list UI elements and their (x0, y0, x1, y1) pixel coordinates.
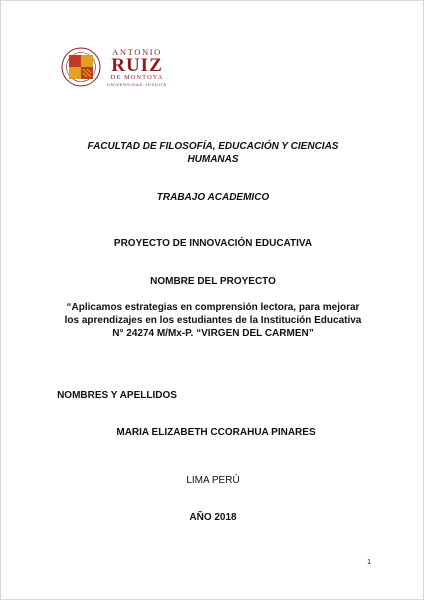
logo-main-text: RUIZ (111, 55, 163, 76)
page-number: 1 (367, 559, 371, 566)
author-name: MARIA ELIZABETH CCORAHUA PINARES (116, 427, 316, 438)
logo-university-text: UNIVERSIDAD JESUITA (107, 82, 167, 87)
project-type: PROYECTO DE INNOVACIÓN EDUCATIVA (113, 238, 313, 249)
names-label: NOMBRES Y APELLIDOS (57, 390, 177, 401)
logo-top-text: ANTONIO (112, 47, 162, 57)
work-type: TRABAJO ACADEMICO (156, 192, 270, 203)
project-name-label: NOMBRE DEL PROYECTO (150, 276, 276, 287)
project-title-line-3: N° 24274 M/Mx-P. “VIRGEN DEL CARMEN” (112, 328, 314, 339)
university-logo (61, 47, 167, 87)
logo-sub-text: DE MONTOYA (110, 74, 164, 81)
university-seal-icon (61, 47, 101, 87)
location: LIMA PERÚ (186, 475, 240, 486)
logo-wordmark (105, 47, 169, 87)
faculty-line-2: HUMANAS (187, 154, 239, 165)
project-title-line-1: “Aplicamos estrategias en comprensión lectora, para mejorar (66, 302, 360, 313)
faculty-line-1: FACULTAD DE FILOSOFÍA, EDUCACIÓN Y CIENCIAS (87, 141, 339, 152)
year: AÑO 2018 (189, 512, 237, 523)
project-title-line-2: los aprendizajes en los estudiantes de la Institución Educativa (64, 315, 362, 326)
